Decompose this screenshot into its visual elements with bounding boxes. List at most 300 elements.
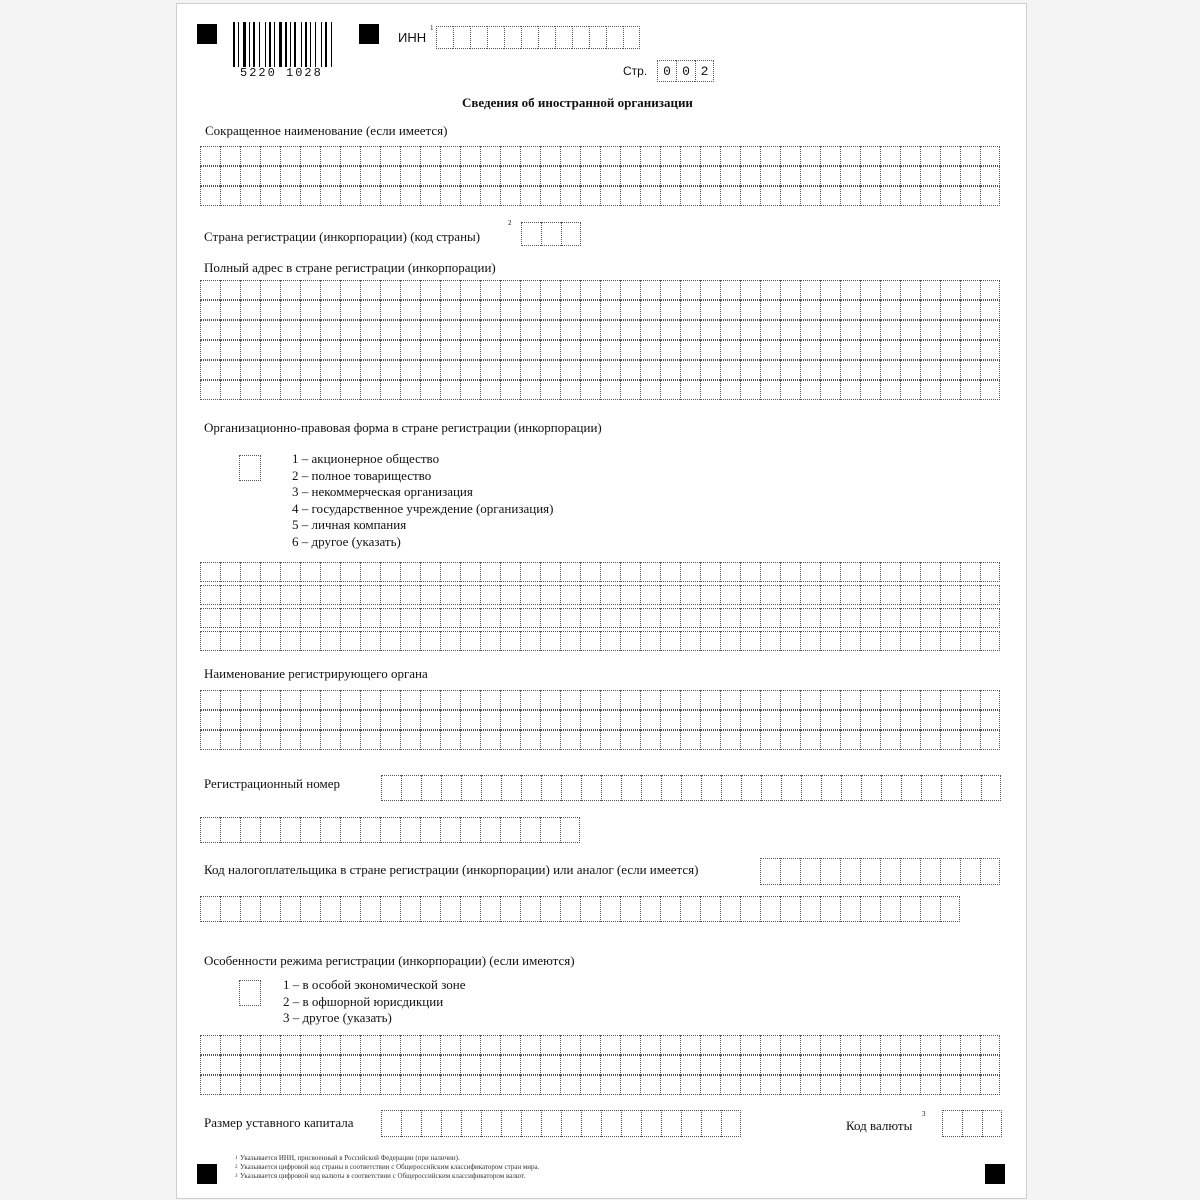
input-cell[interactable] (480, 380, 500, 400)
input-cell[interactable] (960, 186, 980, 206)
input-cell[interactable] (260, 730, 280, 750)
input-cell[interactable] (780, 585, 800, 605)
input-cell[interactable] (260, 631, 280, 651)
input-cell[interactable] (680, 360, 700, 380)
input-cell[interactable] (720, 340, 740, 360)
input-cell[interactable] (220, 1055, 240, 1075)
input-cell[interactable] (460, 1055, 480, 1075)
input-cell[interactable] (560, 608, 580, 628)
input-cell[interactable] (880, 858, 900, 885)
input-cell[interactable] (800, 280, 820, 300)
country-code-field[interactable] (521, 222, 581, 246)
input-cell[interactable] (840, 320, 860, 340)
input-cell[interactable] (760, 896, 780, 922)
input-cell[interactable] (600, 320, 620, 340)
input-cell[interactable] (320, 360, 340, 380)
input-cell[interactable] (680, 896, 700, 922)
input-cell[interactable] (240, 320, 260, 340)
input-cell[interactable] (620, 631, 640, 651)
input-cell[interactable] (820, 166, 840, 186)
input-cell[interactable] (453, 26, 470, 49)
input-cell[interactable] (320, 817, 340, 843)
input-cell[interactable] (700, 166, 720, 186)
input-cell[interactable] (420, 690, 440, 710)
input-cell[interactable] (760, 1055, 780, 1075)
input-cell[interactable] (740, 608, 760, 628)
input-cell[interactable] (561, 222, 581, 246)
input-cell[interactable] (440, 146, 460, 166)
input-cell[interactable] (520, 166, 540, 186)
input-cell[interactable] (640, 631, 660, 651)
input-cell[interactable] (680, 562, 700, 582)
input-cell[interactable] (220, 380, 240, 400)
input-cell[interactable] (920, 340, 940, 360)
input-cell[interactable] (240, 1055, 260, 1075)
input-cell[interactable] (540, 1035, 560, 1055)
input-cell[interactable] (920, 320, 940, 340)
input-cell[interactable] (580, 690, 600, 710)
input-cell[interactable] (520, 186, 540, 206)
input-cell[interactable] (340, 166, 360, 186)
input-cell[interactable] (660, 360, 680, 380)
input-cell[interactable] (760, 1075, 780, 1095)
input-cell[interactable] (500, 146, 520, 166)
input-cell[interactable] (520, 585, 540, 605)
input-cell[interactable] (240, 608, 260, 628)
input-cell[interactable] (800, 710, 820, 730)
address-row[interactable] (200, 380, 1000, 400)
input-cell[interactable] (760, 730, 780, 750)
input-cell[interactable] (460, 166, 480, 186)
input-cell[interactable] (440, 1035, 460, 1055)
input-cell[interactable] (520, 608, 540, 628)
input-cell[interactable] (460, 300, 480, 320)
input-cell[interactable] (640, 562, 660, 582)
input-cell[interactable] (880, 380, 900, 400)
input-cell[interactable] (781, 775, 801, 801)
input-cell[interactable] (980, 166, 1000, 186)
input-cell[interactable] (500, 1055, 520, 1075)
input-cell[interactable] (400, 340, 420, 360)
input-cell[interactable] (721, 1110, 741, 1137)
input-cell[interactable] (240, 186, 260, 206)
input-cell[interactable] (920, 608, 940, 628)
input-cell[interactable] (260, 166, 280, 186)
input-cell[interactable] (880, 896, 900, 922)
input-cell[interactable] (860, 166, 880, 186)
input-cell[interactable] (840, 300, 860, 320)
input-cell[interactable] (380, 146, 400, 166)
input-cell[interactable] (200, 817, 220, 843)
input-cell[interactable] (461, 775, 481, 801)
input-cell[interactable] (340, 562, 360, 582)
input-cell[interactable] (480, 1075, 500, 1095)
address-row[interactable] (200, 340, 1000, 360)
input-cell[interactable] (820, 380, 840, 400)
input-cell[interactable] (240, 817, 260, 843)
input-cell[interactable] (580, 166, 600, 186)
input-cell[interactable] (540, 562, 560, 582)
input-cell[interactable] (420, 300, 440, 320)
input-cell[interactable] (640, 340, 660, 360)
input-cell[interactable] (981, 775, 1001, 801)
input-cell[interactable] (680, 690, 700, 710)
input-cell[interactable] (860, 360, 880, 380)
input-cell[interactable] (860, 608, 880, 628)
input-cell[interactable] (420, 1075, 440, 1095)
input-cell[interactable] (340, 631, 360, 651)
input-cell[interactable] (800, 1055, 820, 1075)
input-cell[interactable] (960, 562, 980, 582)
input-cell[interactable] (760, 1035, 780, 1055)
input-cell[interactable] (340, 340, 360, 360)
input-cell[interactable] (600, 896, 620, 922)
input-cell[interactable] (900, 562, 920, 582)
input-cell[interactable] (560, 817, 580, 843)
input-cell[interactable] (280, 380, 300, 400)
input-cell[interactable] (400, 690, 420, 710)
input-cell[interactable] (500, 280, 520, 300)
input-cell[interactable] (580, 585, 600, 605)
input-cell[interactable] (380, 608, 400, 628)
taxpayer-code-row[interactable] (200, 896, 960, 922)
input-cell[interactable] (640, 380, 660, 400)
input-cell[interactable] (460, 896, 480, 922)
input-cell[interactable] (920, 562, 940, 582)
input-cell[interactable] (880, 1055, 900, 1075)
input-cell[interactable] (600, 690, 620, 710)
input-cell[interactable] (660, 320, 680, 340)
input-cell[interactable] (300, 730, 320, 750)
input-cell[interactable] (380, 320, 400, 340)
input-cell[interactable] (780, 1075, 800, 1095)
input-cell[interactable] (581, 775, 601, 801)
input-cell[interactable] (440, 690, 460, 710)
input-cell[interactable] (840, 166, 860, 186)
input-cell[interactable] (560, 360, 580, 380)
input-cell[interactable] (500, 710, 520, 730)
input-cell[interactable] (240, 380, 260, 400)
input-cell[interactable] (520, 300, 540, 320)
input-cell[interactable] (380, 585, 400, 605)
input-cell[interactable] (700, 320, 720, 340)
input-cell[interactable] (320, 146, 340, 166)
input-cell[interactable] (920, 300, 940, 320)
input-cell[interactable] (821, 775, 841, 801)
input-cell[interactable] (820, 690, 840, 710)
input-cell[interactable] (660, 585, 680, 605)
input-cell[interactable] (680, 146, 700, 166)
input-cell[interactable] (400, 380, 420, 400)
input-cell[interactable] (800, 380, 820, 400)
input-cell[interactable] (480, 300, 500, 320)
input-cell[interactable] (400, 608, 420, 628)
input-cell[interactable] (380, 690, 400, 710)
input-cell[interactable] (900, 300, 920, 320)
input-cell[interactable] (820, 1035, 840, 1055)
input-cell[interactable] (360, 730, 380, 750)
input-cell[interactable] (920, 730, 940, 750)
input-cell[interactable] (540, 320, 560, 340)
input-cell[interactable] (580, 1035, 600, 1055)
input-cell[interactable] (480, 585, 500, 605)
input-cell[interactable] (520, 146, 540, 166)
input-cell[interactable] (800, 585, 820, 605)
input-cell[interactable] (700, 186, 720, 206)
input-cell[interactable] (920, 1055, 940, 1075)
input-cell[interactable] (440, 186, 460, 206)
legal-form-code-field[interactable] (239, 455, 261, 481)
input-cell[interactable] (800, 360, 820, 380)
input-cell[interactable] (500, 1075, 520, 1095)
input-cell[interactable] (900, 360, 920, 380)
input-cell[interactable] (600, 1055, 620, 1075)
input-cell[interactable] (600, 730, 620, 750)
input-cell[interactable] (380, 730, 400, 750)
input-cell[interactable] (680, 166, 700, 186)
input-cell[interactable] (280, 320, 300, 340)
input-cell[interactable] (440, 585, 460, 605)
input-cell[interactable] (600, 300, 620, 320)
input-cell[interactable] (421, 1110, 441, 1137)
input-cell[interactable] (820, 730, 840, 750)
input-cell[interactable] (260, 320, 280, 340)
input-cell[interactable] (961, 775, 981, 801)
input-cell[interactable] (400, 300, 420, 320)
input-cell[interactable] (880, 710, 900, 730)
input-cell[interactable] (340, 690, 360, 710)
input-cell[interactable] (380, 340, 400, 360)
input-cell[interactable] (700, 730, 720, 750)
input-cell[interactable] (780, 380, 800, 400)
input-cell[interactable] (840, 1075, 860, 1095)
input-cell[interactable] (421, 775, 441, 801)
input-cell[interactable] (900, 585, 920, 605)
input-cell[interactable] (340, 730, 360, 750)
input-cell[interactable] (300, 1055, 320, 1075)
input-cell[interactable] (620, 1035, 640, 1055)
input-cell[interactable] (460, 608, 480, 628)
taxpayer-code-row[interactable] (760, 858, 1000, 885)
input-cell[interactable] (620, 585, 640, 605)
input-cell[interactable] (640, 360, 660, 380)
address-row[interactable] (200, 300, 1000, 320)
input-cell[interactable] (960, 730, 980, 750)
input-cell[interactable] (820, 608, 840, 628)
input-cell[interactable] (640, 186, 660, 206)
input-cell[interactable] (840, 631, 860, 651)
input-cell[interactable] (581, 1110, 601, 1137)
legal-form-other-row[interactable] (200, 585, 1000, 605)
input-cell[interactable] (720, 710, 740, 730)
input-cell[interactable] (540, 730, 560, 750)
legal-form-other-row[interactable] (200, 631, 1000, 651)
input-cell[interactable] (860, 280, 880, 300)
input-cell[interactable] (555, 26, 572, 49)
input-cell[interactable] (480, 562, 500, 582)
input-cell[interactable] (580, 300, 600, 320)
input-cell[interactable] (300, 300, 320, 320)
input-cell[interactable] (960, 631, 980, 651)
input-cell[interactable] (540, 146, 560, 166)
input-cell[interactable] (420, 585, 440, 605)
input-cell[interactable] (541, 1110, 561, 1137)
input-cell[interactable] (380, 380, 400, 400)
input-cell[interactable] (680, 320, 700, 340)
input-cell[interactable] (740, 360, 760, 380)
input-cell[interactable] (460, 186, 480, 206)
input-cell[interactable] (280, 562, 300, 582)
input-cell[interactable] (380, 1035, 400, 1055)
input-cell[interactable] (320, 690, 340, 710)
input-cell[interactable] (560, 896, 580, 922)
input-cell[interactable] (840, 1035, 860, 1055)
input-cell[interactable] (940, 300, 960, 320)
input-cell[interactable] (200, 1055, 220, 1075)
input-cell[interactable] (340, 608, 360, 628)
input-cell[interactable] (780, 690, 800, 710)
input-cell[interactable] (260, 280, 280, 300)
input-cell[interactable] (600, 631, 620, 651)
input-cell[interactable] (500, 631, 520, 651)
input-cell[interactable] (760, 340, 780, 360)
legal-form-other-row[interactable] (200, 608, 1000, 628)
input-cell[interactable] (740, 146, 760, 166)
input-cell[interactable] (660, 710, 680, 730)
input-cell[interactable] (260, 1035, 280, 1055)
input-cell[interactable] (840, 896, 860, 922)
input-cell[interactable] (840, 1055, 860, 1075)
input-cell[interactable] (800, 166, 820, 186)
input-cell[interactable] (620, 186, 640, 206)
input-cell[interactable] (740, 896, 760, 922)
input-cell[interactable] (960, 300, 980, 320)
input-cell[interactable] (461, 1110, 481, 1137)
input-cell[interactable] (400, 186, 420, 206)
input-cell[interactable] (340, 360, 360, 380)
registering-body-row[interactable] (200, 690, 1000, 710)
input-cell[interactable] (560, 1055, 580, 1075)
input-cell[interactable] (480, 710, 500, 730)
input-cell[interactable] (400, 360, 420, 380)
capital-field[interactable] (381, 1110, 741, 1137)
input-cell[interactable] (480, 360, 500, 380)
input-cell[interactable] (520, 320, 540, 340)
input-cell[interactable] (601, 1110, 621, 1137)
input-cell[interactable] (300, 585, 320, 605)
input-cell[interactable] (861, 775, 881, 801)
input-cell[interactable] (560, 562, 580, 582)
input-cell[interactable] (540, 690, 560, 710)
input-cell[interactable] (620, 166, 640, 186)
input-cell[interactable] (580, 340, 600, 360)
input-cell[interactable] (504, 26, 521, 49)
input-cell[interactable] (860, 585, 880, 605)
input-cell[interactable] (760, 360, 780, 380)
input-cell[interactable] (541, 222, 561, 246)
input-cell[interactable] (200, 631, 220, 651)
input-cell[interactable] (300, 896, 320, 922)
input-cell[interactable] (260, 1055, 280, 1075)
input-cell[interactable] (740, 300, 760, 320)
input-cell[interactable] (380, 562, 400, 582)
input-cell[interactable] (380, 1055, 400, 1075)
input-cell[interactable] (260, 380, 280, 400)
reg-number-row[interactable] (381, 775, 1001, 801)
input-cell[interactable] (380, 360, 400, 380)
input-cell[interactable] (900, 858, 920, 885)
input-cell[interactable] (920, 631, 940, 651)
input-cell[interactable] (560, 730, 580, 750)
input-cell[interactable] (200, 186, 220, 206)
input-cell[interactable] (280, 631, 300, 651)
input-cell[interactable] (540, 710, 560, 730)
input-cell[interactable] (540, 380, 560, 400)
input-cell[interactable] (700, 690, 720, 710)
input-cell[interactable] (280, 896, 300, 922)
input-cell[interactable] (200, 585, 220, 605)
input-cell[interactable] (500, 300, 520, 320)
input-cell[interactable] (420, 710, 440, 730)
input-cell[interactable] (360, 690, 380, 710)
input-cell[interactable] (280, 730, 300, 750)
input-cell[interactable] (840, 186, 860, 206)
input-cell[interactable] (840, 340, 860, 360)
input-cell[interactable] (720, 631, 740, 651)
input-cell[interactable] (580, 896, 600, 922)
input-cell[interactable] (360, 320, 380, 340)
input-cell[interactable] (700, 280, 720, 300)
input-cell[interactable] (460, 146, 480, 166)
input-cell[interactable] (200, 280, 220, 300)
input-cell[interactable] (720, 320, 740, 340)
input-cell[interactable] (260, 146, 280, 166)
input-cell[interactable] (300, 380, 320, 400)
input-cell[interactable] (820, 562, 840, 582)
input-cell[interactable] (540, 166, 560, 186)
input-cell[interactable] (560, 1075, 580, 1095)
input-cell[interactable] (440, 710, 460, 730)
input-cell[interactable] (240, 896, 260, 922)
input-cell[interactable] (501, 775, 521, 801)
input-cell[interactable] (220, 817, 240, 843)
input-cell[interactable] (360, 817, 380, 843)
input-cell[interactable] (800, 340, 820, 360)
input-cell[interactable] (960, 690, 980, 710)
input-cell[interactable] (561, 775, 581, 801)
input-cell[interactable] (660, 300, 680, 320)
input-cell[interactable] (860, 896, 880, 922)
input-cell[interactable] (380, 631, 400, 651)
input-cell[interactable] (880, 320, 900, 340)
input-cell[interactable] (681, 1110, 701, 1137)
input-cell[interactable] (680, 300, 700, 320)
input-cell[interactable] (880, 360, 900, 380)
input-cell[interactable] (340, 320, 360, 340)
input-cell[interactable] (300, 608, 320, 628)
input-cell[interactable] (760, 710, 780, 730)
input-cell[interactable] (740, 186, 760, 206)
input-cell[interactable] (220, 631, 240, 651)
input-cell[interactable] (480, 690, 500, 710)
input-cell[interactable] (240, 1075, 260, 1095)
input-cell[interactable] (600, 380, 620, 400)
input-cell[interactable] (620, 1055, 640, 1075)
input-cell[interactable] (700, 1035, 720, 1055)
input-cell[interactable] (720, 300, 740, 320)
input-cell[interactable] (480, 817, 500, 843)
input-cell[interactable] (780, 146, 800, 166)
